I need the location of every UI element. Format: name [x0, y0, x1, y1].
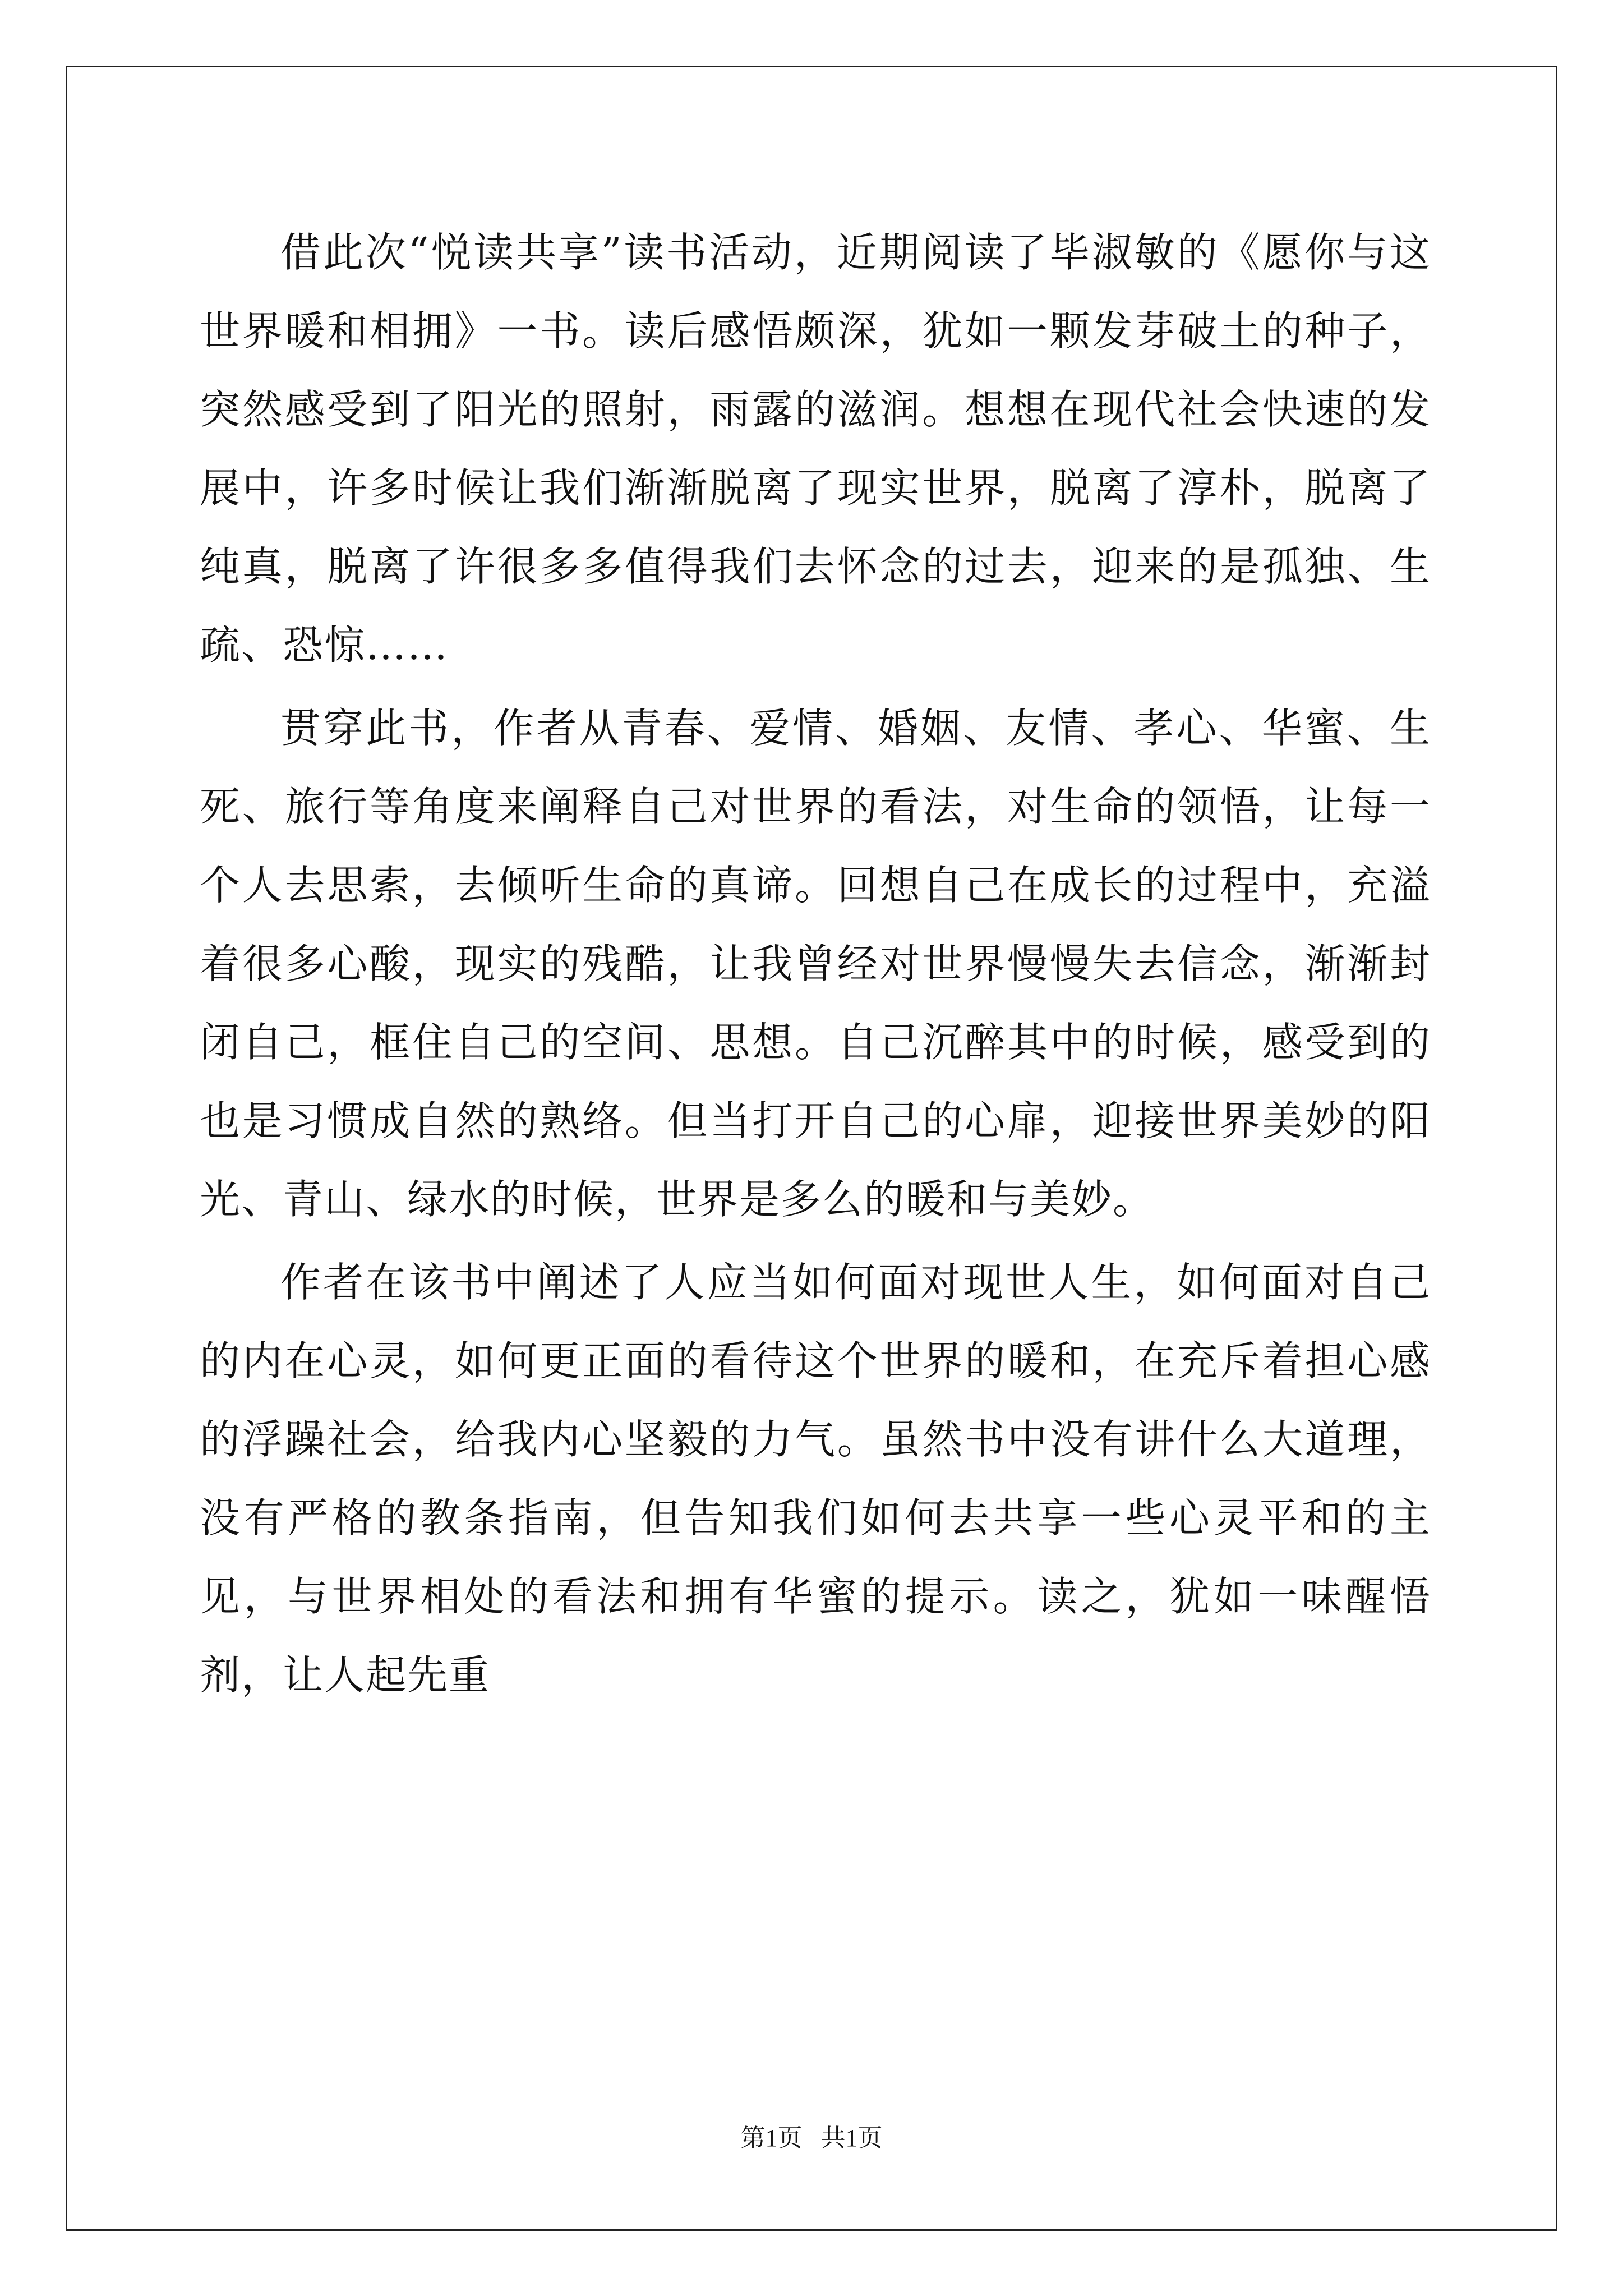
- paragraph-3: 作者在该书中阐述了人应当如何面对现世人生，如何面对自己的内在心灵，如何更正面的看待这个世界的暖和，在充斥着担心感的浮躁社会，给我内心坚毅的力气。虽然书中没有讲什么大道理，没有严格的教条指南，但告知我们如何去共享一些心灵平和的主见，与世界相处的看法和拥有华蜜的提示。读之，犹如一味醒悟剂，让人起先重: [200, 1259, 1431, 1699]
- document-body: [200, 213, 1431, 1714]
- page-total: 共1页: [820, 2124, 883, 2152]
- paragraph-1: 借此次“悦读共享”读书活动，近期阅读了毕淑敏的《愿你与这世界暖和相拥》一书。读后感悟颇深，犹如一颗发芽破土的种子，突然感受到了阳光的照射，雨露的滋润。想想在现代社会快速的发展中，许多时候让我们渐渐脱离了现实世界，脱离了淳朴，脱离了纯真，脱离了许很多多值得我们去怀念的过去，迎来的是孤独、生疏、恐惊……: [200, 229, 1431, 669]
- page-number: 第1页: [740, 2124, 803, 2152]
- footer-gap: [803, 2124, 821, 2152]
- paragraph-2: 贯穿此书，作者从青春、爱情、婚姻、友情、孝心、华蜜、生死、旅行等角度来阐释自己对世界的看法，对生命的领悟，让每一个人去思索，去倾听生命的真谛。回想自己在成长的过程中，充溢着很多心酸，现实的残酷，让我曾经对世界慢慢失去信念，渐渐封闭自己，框住自己的空间、思想。自己沉醉其中的时候，感受到的也是习惯成自然的熟络。但当打开自己的心扉，迎接世界美妙的阳光、青山、绿水的时候，世界是多么的暖和与美妙。: [200, 705, 1431, 1223]
- page-footer: [0, 2122, 1623, 2155]
